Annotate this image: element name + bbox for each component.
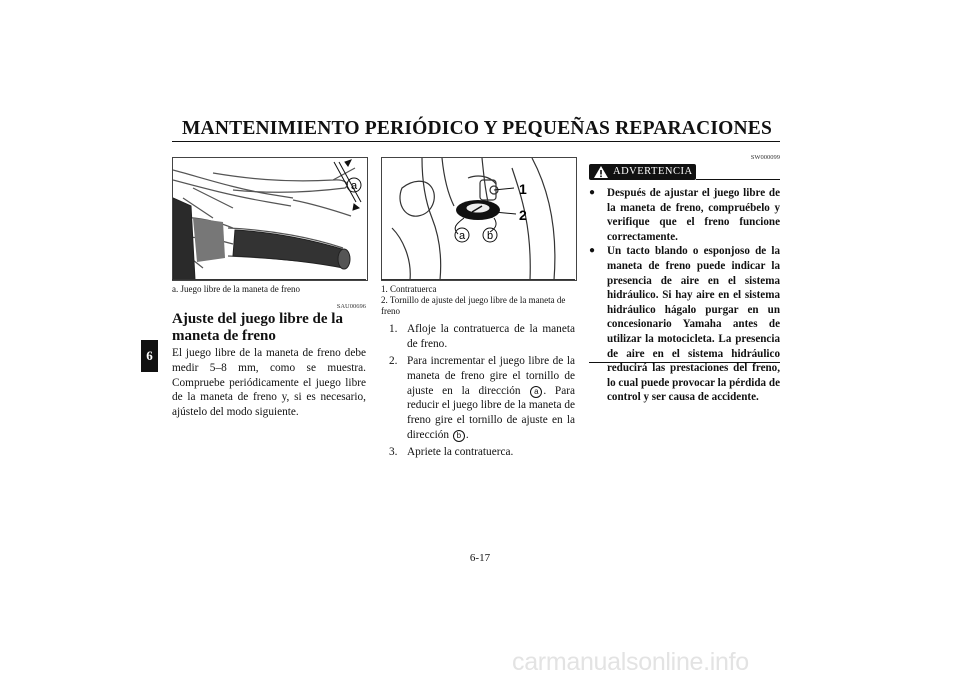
- warning-label: ADVERTENCIA: [613, 166, 693, 177]
- step-item: [389, 354, 575, 443]
- figure1-caption: a. Juego libre de la maneta de freno: [172, 284, 300, 294]
- step-text: Afloje la contratuerca de la maneta de freno.: [407, 323, 575, 350]
- figure2-rule: [381, 279, 575, 280]
- chapter-tab: 6: [141, 340, 158, 372]
- figure1-rule: [172, 279, 366, 280]
- warning-rule: [696, 179, 780, 180]
- step-number: 3.: [389, 446, 398, 459]
- step-number: 2.: [389, 354, 398, 367]
- step-text-part: .: [465, 428, 469, 441]
- section-heading: Ajuste del juego libre de la maneta de freno: [172, 311, 343, 344]
- figure2-caption-1: 1. Contratuerca: [381, 284, 437, 294]
- page-number: 6-17: [469, 552, 491, 564]
- warning-item: [589, 244, 780, 405]
- figure1-label-a: a: [350, 180, 358, 192]
- warning-code: SW000099: [750, 154, 780, 161]
- section-code: SAU00696: [336, 303, 366, 310]
- title-rule: [172, 141, 780, 142]
- step-item: [389, 322, 575, 352]
- bullet-icon: ●: [589, 187, 596, 198]
- warning-banner: [589, 164, 696, 180]
- warning-list: [589, 186, 780, 405]
- step-text-part: . Para reducir el juego libre de la maneta de freno gire el tornillo de ajuste en la dirección: [407, 384, 575, 441]
- figure2-label-b: b: [486, 230, 494, 242]
- step-item: [389, 445, 575, 460]
- brake-lever-illustration: [173, 158, 367, 280]
- step-number: 1.: [389, 323, 398, 335]
- figure2-callout-2: 2: [519, 207, 527, 223]
- figure2-callout-1: 1: [519, 181, 527, 197]
- step-text: [407, 354, 575, 443]
- bullet-icon: ●: [589, 245, 596, 257]
- warning-text: Después de ajustar el juego libre de la maneta de freno, compruébelo y verifique que el freno funcione correctamente.: [607, 187, 780, 243]
- warning-icon: [593, 165, 609, 179]
- warning-bottom-rule: [589, 362, 780, 363]
- warning-text: Un tacto blando o esponjoso de la maneta de freno puede indicar la presencia de aire en el sistema hidráulico. Si hay aire en el sistema hidráulico hágalo purgar en un concesionario Yamaha antes de utilizar la motocicleta. La presencia de aire en el sistema hidráulico reducirá las prestaciones del freno, lo cual puede provocar la pérdida de control y ser causa de accidente.: [607, 245, 780, 404]
- figure2-caption-2: 2. Tornillo de ajuste del juego libre de la maneta de freno: [381, 295, 566, 316]
- step-text-part: Para incrementar el juego libre de la maneta de freno gire el tornillo de ajuste en la dirección: [407, 354, 575, 397]
- direction-a-marker: a: [530, 386, 542, 398]
- page-title: MANTENIMIENTO PERIÓDICO Y PEQUEÑAS REPARACIONES: [181, 118, 773, 139]
- section-body: El juego libre de la maneta de freno debe medir 5–8 mm, como se muestra. Compruebe periódicamente el juego libre de la maneta de freno y, si es necesario, ajústelo del modo siguiente.: [172, 347, 366, 419]
- warning-item: [589, 186, 780, 244]
- adjuster-illustration: [382, 158, 576, 280]
- direction-b-marker: b: [453, 430, 465, 442]
- step-text: Apriete la contratuerca.: [407, 446, 514, 459]
- adjuster-figure: [381, 157, 577, 281]
- steps-list: [389, 322, 575, 462]
- brake-lever-figure: [172, 157, 368, 281]
- watermark: carmanualsonline.info: [512, 648, 749, 676]
- figure2-label-a: a: [458, 230, 466, 242]
